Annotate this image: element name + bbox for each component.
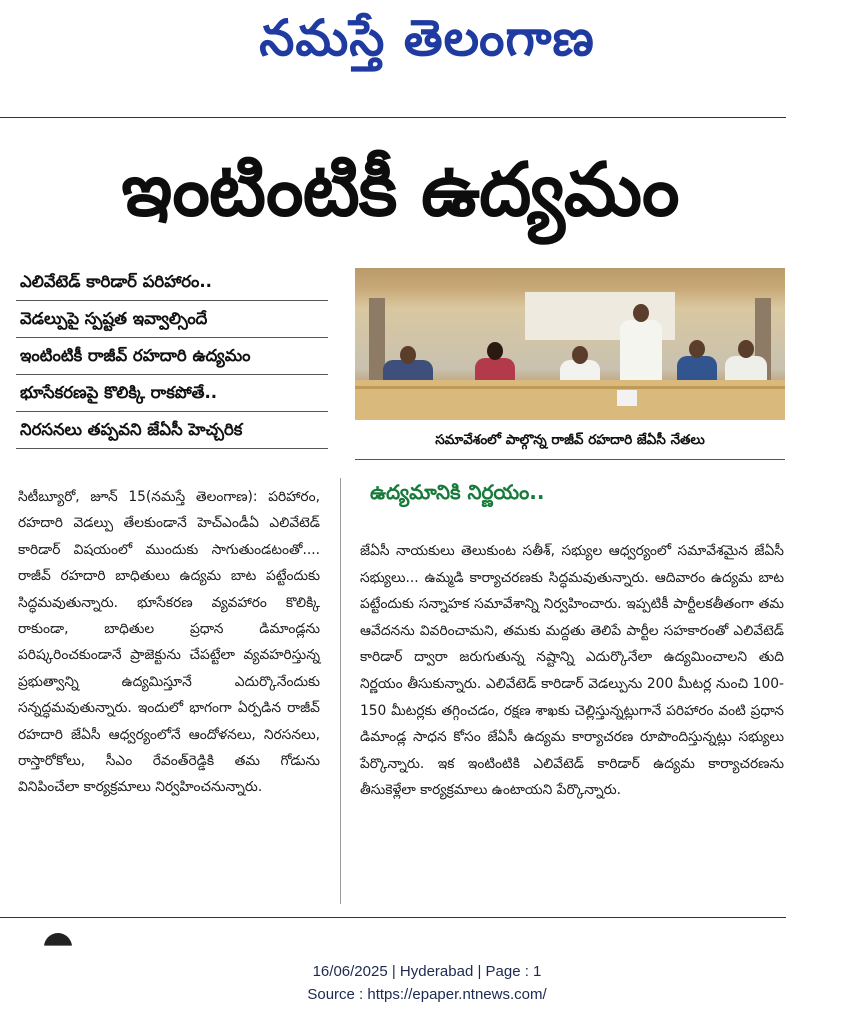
article-left-column: సిటీబ్యూరో, జూన్ 15(నమస్తే తెలంగాణ): పరిహారం, రహదారి వెడల్పు తేలకుండానే హెచ్ఎండీఏ ఎలివేటెడ్ కారిడార్ విషయంలో ముందుకు సాగుతుండటంతో.... రాజీవ్ రహదారి బాధితులు ఉద్యమ బాట పట్టేందుకు సిద్ధమవుతున్నారు. భూసేకరణ వ్యవహారం కొలిక్కి రాకుండా, బాధితుల ప్రధాన డిమాండ్లను పరిష్కరించకుండానే ప్రాజెక్టును చేపట్టేలా వ్యవహరిస్తున్న ప్రభుత్వాన్ని ఉద్యమిస్తూనే ఎదుర్కొనేందుకు సన్నద్ధమవుతున్నారు. ఇందులో భాగంగా ఏర్పడిన రాజీవ్ రహదారి జేఏసీ ఆధ్వర్యంలోనే ఆందోళనలు, నిరసనలు, రాస్తారోకోలు, సీఎం రేవంత్‌రెడ్డికి తమ గోడును వినిపించేలా కార్యక్రమాలు నిర్వహించనున్నారు. — [18, 489, 320, 796]
bottom-rule — [0, 917, 786, 918]
deck-line-5: నిరసనలు తప్పవని జేఏసీ హెచ్చరిక — [16, 412, 328, 449]
next-article-bullet — [44, 933, 72, 961]
headline: ఇంటింటికీ ఉద్యమం — [121, 147, 679, 233]
column-divider — [340, 478, 341, 904]
name-plate — [617, 390, 637, 406]
article-subhead: ఉద్యమానికి నిర్ణయం.. — [370, 480, 545, 504]
deck-line-4: భూసేకరణపై కొలిక్కి రాకపోతే.. — [16, 375, 328, 412]
footer-dateline: 16/06/2025 | Hyderabad | Page : 1 — [312, 963, 542, 980]
top-rule — [0, 117, 786, 118]
news-photo — [355, 268, 785, 420]
photo-caption: సమావేశంలో పాల్గొన్న రాజీవ్ రహదారి జేఏసీ నేతలు — [355, 424, 785, 460]
footer-source-link[interactable]: Source : https://epaper.ntnews.com/ — [307, 986, 547, 1003]
article-right-column: జేఏసీ నాయకులు తెలుకుంట సతీశ్, సభ్యుల ఆధ్వర్యంలో సమావేశమైన జేఏసీ సభ్యులు... ఉమ్మడి కార్యాచరణకు సిద్ధమవుతున్నారు. ఆదివారం ఉద్యమ బాట పట్టేందుకు సన్నాహక సమావేశాన్ని నిర్వహించారు. ఇప్పటికీ పార్టీలకతీతంగా తమ ఆవేదనను వివరించామని, తమకు మద్దతు తెలిపే పార్టీల సహకారంతో ఎలివేటెడ్ కారిడార్ ద్వారా జరుగుతున్న నష్టాన్ని ఎదుర్కొనేలా ఉద్యమించాలని తుది నిర్ణయం తీసుకున్నారు. ఎలివేటెడ్ కారిడార్ వెడల్పును 200 మీటర్ల నుంచి 100-150 మీటర్లకు తగ్గించడం, రక్షణ శాఖకు చెల్లిస్తున్నట్లుగానే పరిహారం వంటి ప్రధాన డిమాండ్ల సాధన కోసం జేఏసీ ఉద్యమ కార్యాచరణ రూపొందిస్తున్నట్లు సభ్యులు పేర్కొన్నారు. ఇక ఇంటింటికి ఎలివేటెడ్ కారిడార్ ఉద్యమ కార్యాచరణను తీసుకెళ్లేలా కార్యక్రమాలు ఉంటాయని పేర్కొన్నారు. — [360, 543, 784, 799]
masthead-logo: నమస్తే తెలంగాణ — [259, 8, 595, 67]
sub-headline-decks — [16, 264, 328, 449]
deck-line-2: వెడల్పుపై స్పష్టత ఇవ్వాల్సిందే — [16, 301, 328, 338]
deck-line-3: ఇంటింటికీ రాజీవ్ రహదారి ఉద్యమం — [16, 338, 328, 375]
deck-line-1: ఎలివేటెడ్ కారిడార్ పరిహారం.. — [16, 264, 328, 301]
